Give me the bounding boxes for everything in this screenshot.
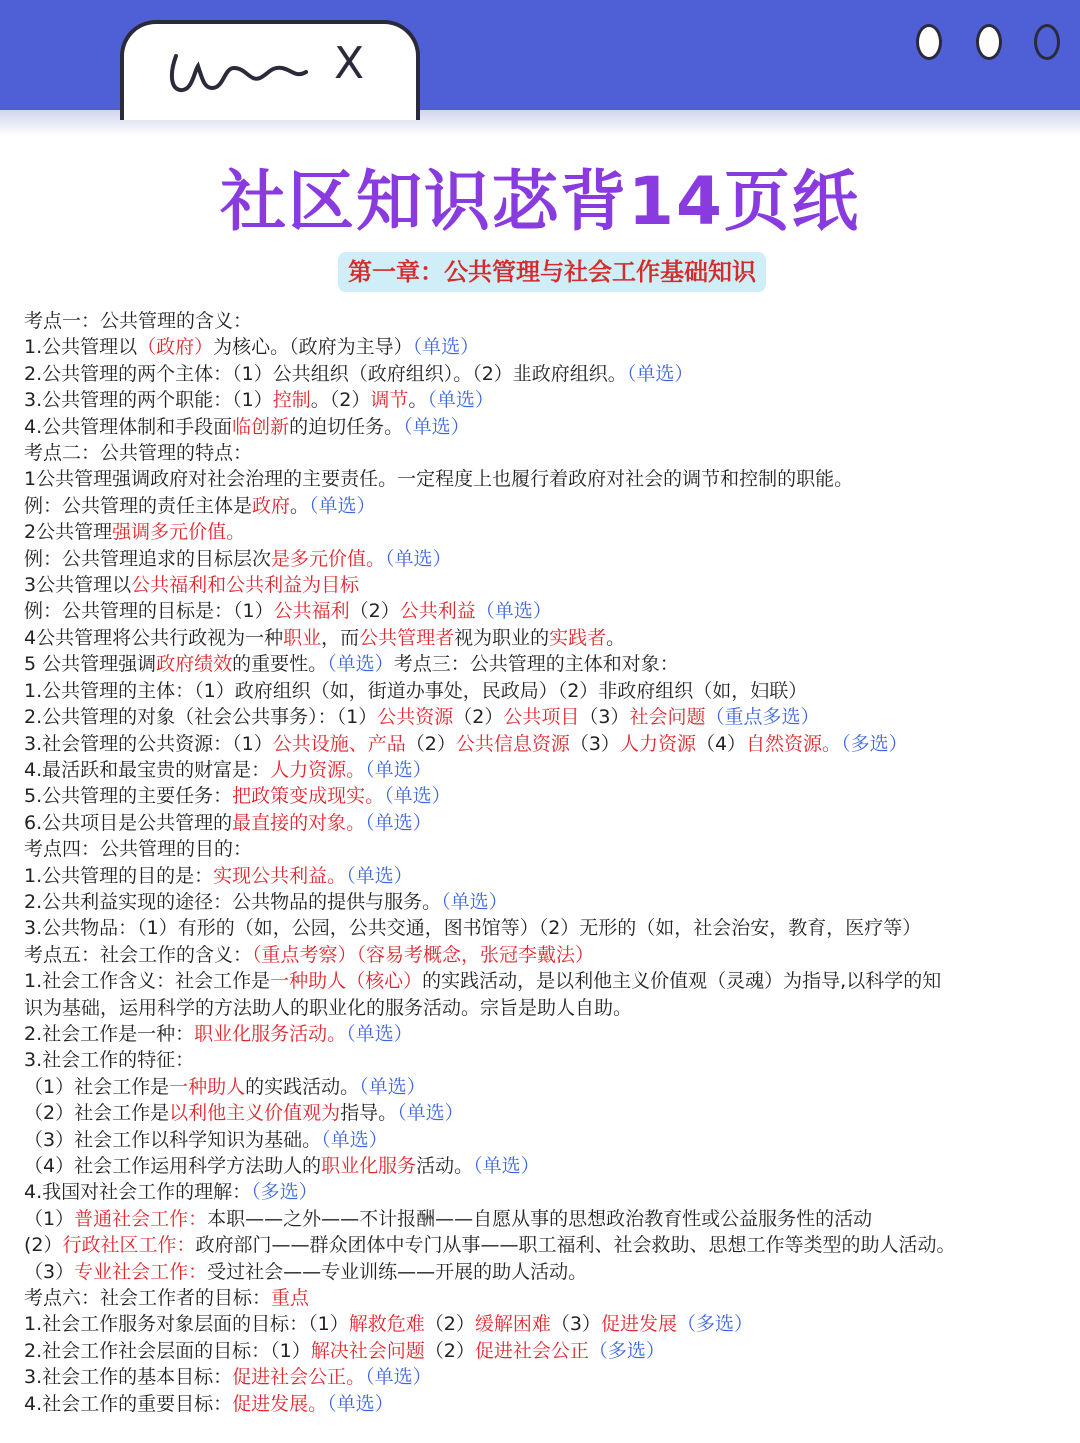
highlight-text: 职业: [283, 626, 322, 649]
note-text: 3.公共管理的两个职能：（1）: [24, 389, 273, 412]
note-line: [24, 546, 1064, 572]
note-text: 活动。: [416, 1155, 474, 1177]
note-line: [24, 414, 1064, 440]
question-type-tag: （单选）: [309, 494, 376, 517]
question-type-tag: （单选）: [346, 864, 413, 887]
question-type-tag: （单选）: [412, 336, 480, 359]
question-type-tag: （单选）: [365, 1366, 432, 1389]
note-text: 2.社会工作是一种：: [24, 1022, 195, 1045]
note-line: [24, 810, 1064, 836]
note-line: [24, 1259, 1064, 1285]
note-line: [24, 836, 1064, 862]
highlight-text: 一种助人（核心）: [270, 970, 423, 993]
note-text: 3.社会管理的公共资源：（1）: [24, 732, 273, 755]
question-type-tag: （单选）: [626, 362, 694, 385]
highlight-text: 公共信息资源: [455, 732, 570, 755]
note-text: （1）社会工作是: [24, 1075, 170, 1098]
note-line: [24, 863, 1064, 889]
note-line: [24, 466, 1064, 492]
note-text: （3）: [550, 1313, 601, 1336]
question-type-tag: （单选）: [441, 890, 508, 913]
highlight-text: 实现公共利益。: [213, 864, 347, 887]
note-text: 本职——之外——不计报酬——自愿从事的思想政治教育性或公益服务性的活动: [207, 1207, 873, 1230]
note-line: [24, 1364, 1064, 1390]
highlight-text: 把政策变成现实。: [232, 785, 385, 808]
note-text: 1.公共管理以: [24, 336, 138, 359]
note-text: 5 公共管理强调: [24, 653, 157, 676]
note-text: （3）: [24, 1260, 75, 1283]
note-line: [24, 598, 1064, 624]
note-text: （2）: [453, 706, 504, 729]
highlight-text: 自然资源。: [746, 732, 842, 755]
note-text: 4.最活跃和最宝贵的财富是：: [24, 758, 271, 781]
question-type-tag: （单选）: [365, 758, 432, 781]
note-line: [24, 678, 1064, 704]
note-text: 例：公共管理的责任主体是: [24, 494, 253, 517]
question-type-tag: （单选）: [321, 1128, 388, 1151]
note-text: （2）: [405, 732, 456, 755]
note-line: [24, 995, 1064, 1021]
note-line: [24, 1100, 1064, 1126]
question-type-tag: （单选）: [475, 600, 552, 623]
highlight-text: 公共资源: [377, 706, 454, 729]
highlight-text: 解决社会问题: [310, 1339, 425, 1362]
note-line: [24, 889, 1064, 915]
note-line: [24, 1391, 1064, 1417]
note-line: [24, 942, 1064, 968]
note-line: [24, 308, 1064, 334]
note-text: 指导。: [340, 1102, 398, 1125]
window-dot-icon-1[interactable]: [916, 24, 942, 60]
note-text: 3.社会工作的基本目标：: [24, 1366, 233, 1389]
note-text: （4）社会工作运用科学方法助人的: [24, 1155, 322, 1177]
question-type-tag: （单选）: [346, 1022, 413, 1045]
note-text: 。: [408, 389, 428, 412]
note-text: （3）: [569, 732, 620, 755]
note-text: （3）社会工作以科学知识为基础。: [24, 1128, 322, 1151]
note-text: 2公共管理: [24, 521, 113, 544]
note-text: 的实践活动，是以利他主义价值观（灵魂）为指导,以科学的知: [422, 970, 942, 993]
scribble-icon: [164, 42, 314, 102]
highlight-text: 临创新: [232, 415, 290, 438]
note-line: [24, 625, 1064, 651]
note-text: 3公共管理以: [24, 574, 132, 597]
note-line: [24, 1232, 1064, 1258]
note-text: 4.社会工作的重要目标：: [24, 1392, 233, 1415]
highlight-text: 促进发展: [600, 1313, 677, 1336]
note-text: 受过社会——专业训练——开展的助人活动。: [207, 1260, 588, 1283]
highlight-text: 政府绩效: [156, 653, 233, 676]
note-text: 政府部门——群众团体中专门从事——职工福利、社会救助、思想工作等类型的助人活动。: [195, 1234, 956, 1257]
note-line: [24, 361, 1064, 387]
note-line: [24, 1127, 1064, 1153]
note-text: （3）: [579, 706, 630, 729]
highlight-text: 职业化服务活动。: [194, 1022, 347, 1045]
note-line: [24, 519, 1064, 545]
question-type-tag: （单选）: [384, 785, 451, 808]
note-text: （1）: [24, 1207, 75, 1230]
note-text: 4.公共管理体制和手段面: [24, 415, 233, 438]
question-type-tag: （单选）: [427, 389, 494, 412]
highlight-text: 专业社会工作：: [74, 1260, 208, 1283]
note-line: [24, 1311, 1064, 1337]
question-type-tag: （多选）: [588, 1339, 665, 1362]
note-text: 的迫切任务。: [289, 415, 404, 438]
note-line: [24, 757, 1064, 783]
note-line: [24, 1047, 1064, 1073]
note-text: 考点一：公共管理的含义：: [24, 310, 253, 332]
question-type-tag: （单选）: [397, 1102, 464, 1125]
highlight-text: 社会问题: [629, 706, 706, 729]
note-text: （2）: [424, 1313, 475, 1336]
highlight-text: 解救危难: [348, 1313, 425, 1336]
note-text: （4）: [695, 732, 747, 755]
question-type-tag: （单选）: [365, 811, 432, 834]
chapter-heading: 第一章：公共管理与社会工作基础知识: [338, 252, 766, 292]
notes-body: [24, 308, 1064, 1417]
note-line: [24, 731, 1064, 757]
highlight-text: 职业化服务: [321, 1155, 417, 1177]
question-type-tag: （单选）: [385, 547, 452, 570]
question-type-tag: （单选）: [473, 1155, 540, 1177]
highlight-text: 重点: [271, 1287, 310, 1310]
highlight-text: 以利他主义价值观为: [169, 1102, 341, 1125]
highlight-text: 最直接的对象。: [232, 811, 366, 834]
note-line: [24, 1179, 1064, 1205]
question-type-tag: （单选）: [327, 1392, 394, 1415]
note-text: 2.公共管理的两个主体：（1）公共组织（政府组织）。（2）韭政府组织。: [24, 362, 627, 385]
note-line: [24, 440, 1064, 466]
note-line: [24, 1338, 1064, 1364]
highlight-text: 调节: [370, 389, 409, 412]
note-text: 考点五：社会工作的含义：: [24, 943, 253, 966]
note-text: 5.公共管理的主要任务：: [24, 785, 233, 808]
highlight-text: 公共项目: [503, 706, 580, 729]
window-dot-icon-3[interactable]: [1034, 24, 1060, 60]
note-line: [24, 1285, 1064, 1311]
note-text: 例：公共管理的目标是：（1）: [24, 600, 274, 623]
note-line: [24, 1021, 1064, 1047]
highlight-text: 公共设施、产品: [272, 732, 406, 755]
note-text: 。（2）: [310, 389, 371, 412]
highlight-text: 促进社会公正: [474, 1339, 589, 1362]
highlight-text: （政府）: [137, 336, 214, 359]
note-text: 1.社会工作含义：社会工作是: [24, 970, 271, 993]
note-text: 考点二：公共管理的特点：: [24, 442, 253, 465]
highlight-text: （重点考察）（容易考概念，张冠李戴法）: [252, 943, 595, 966]
highlight-text: 公共福利和公共利益为目标: [131, 574, 360, 597]
note-text: 考点六：社会工作者的目标：: [24, 1287, 272, 1310]
note-text: 考点四：公共管理的目的：: [24, 838, 253, 861]
note-text: 的重要性。: [232, 653, 328, 676]
note-line: [24, 572, 1064, 598]
highlight-text: 促进社会公正。: [232, 1366, 366, 1389]
note-text: （2）: [424, 1339, 475, 1362]
highlight-text: 公共利益: [399, 600, 476, 623]
note-text: 1.公共管理的目的是：: [24, 864, 214, 887]
note-text: 4公共管理将公共行政视为一种: [24, 626, 284, 649]
highlight-text: 促进发展。: [232, 1392, 328, 1415]
browser-tab[interactable]: [120, 20, 420, 120]
note-line: [24, 493, 1064, 519]
question-type-tag: （多选）: [841, 732, 908, 755]
note-line: [24, 1206, 1064, 1232]
note-text: 1.公共管理的主体：（1）政府组织（如，街道办事处，民政局）（2）非政府组织（如，妇联）: [24, 679, 808, 702]
note-text: 视为职业的: [454, 626, 550, 649]
page-title: 社区知识苾背14页纸: [220, 163, 860, 240]
note-text: 例：公共管理追求的目标层次: [24, 547, 272, 570]
highlight-text: 公共福利: [273, 600, 350, 623]
note-line: [24, 968, 1064, 994]
window-dot-icon-2[interactable]: [976, 24, 1002, 60]
question-type-tag: （单选）: [403, 415, 470, 438]
question-type-tag: （单选）: [327, 653, 394, 676]
highlight-text: 缓解困难: [474, 1313, 551, 1336]
highlight-text: 强调多元价值。: [112, 521, 246, 544]
note-text: 。: [606, 626, 626, 649]
highlight-text: 实践者: [549, 626, 607, 649]
note-line: [24, 1153, 1064, 1179]
note-text: 识为基础，运用科学的方法助人的职业化的服务活动。宗旨是助人自助。: [24, 996, 633, 1019]
note-text: 1公共管理强调政府对社会治理的主要责任。一定程度上也履行着政府对社会的调节和控制的职能。: [24, 468, 854, 491]
highlight-text: 是多元价值。: [271, 547, 386, 570]
note-text: 1.社会工作服务对象层面的目标：（1）: [24, 1313, 349, 1336]
highlight-text: 人力资源: [619, 732, 696, 755]
note-text: （2）: [349, 600, 400, 623]
highlight-text: 人力资源。: [270, 758, 366, 781]
question-type-tag: （多选）: [251, 1181, 318, 1204]
note-line: [24, 704, 1064, 730]
note-line: [24, 387, 1064, 413]
note-line: [24, 1074, 1064, 1100]
question-type-tag: （单选）: [359, 1075, 426, 1098]
note-text: （2）社会工作是: [24, 1102, 170, 1125]
note-text: 。: [290, 494, 310, 517]
note-text: 考点三：公共管理的主体和对象：: [393, 653, 679, 676]
note-line: [24, 334, 1064, 360]
question-type-tag: （重点多选）: [705, 706, 820, 729]
note-text: 为核心。（政府为主导）: [213, 336, 413, 359]
note-text: ，而: [321, 626, 360, 649]
question-type-tag: （多选）: [676, 1313, 753, 1336]
note-text: 6.公共项目是公共管理的: [24, 811, 233, 834]
note-text: 的实践活动。: [245, 1075, 360, 1098]
note-text: (2）: [24, 1234, 63, 1257]
tab-close-icon[interactable]: X: [334, 38, 365, 89]
highlight-text: 控制: [272, 389, 311, 412]
highlight-text: 政府: [252, 494, 291, 517]
note-text: 3.公共物品：（1）有形的（如，公园，公共交通，图书馆等）（2）无形的（如，社会治安，教育，医疗等）: [24, 917, 922, 940]
note-line: [24, 651, 1064, 677]
note-text: 3.社会工作的特征：: [24, 1049, 195, 1072]
note-text: 2.公共利益实现的途径：公共物品的提供与服务。: [24, 890, 442, 913]
note-text: 2.社会工作社会层面的目标：（1）: [24, 1339, 311, 1362]
note-line: [24, 915, 1064, 941]
highlight-text: 行政社区工作：: [62, 1234, 196, 1257]
highlight-text: 普通社会工作：: [74, 1207, 208, 1230]
highlight-text: 一种助人: [169, 1075, 246, 1098]
note-line: [24, 783, 1064, 809]
note-text: 4.我国对社会工作的理解：: [24, 1181, 252, 1204]
note-text: 2.公共管理的对象（社会公共事务）：（1）: [24, 706, 378, 729]
highlight-text: 公共管理者: [359, 626, 455, 649]
